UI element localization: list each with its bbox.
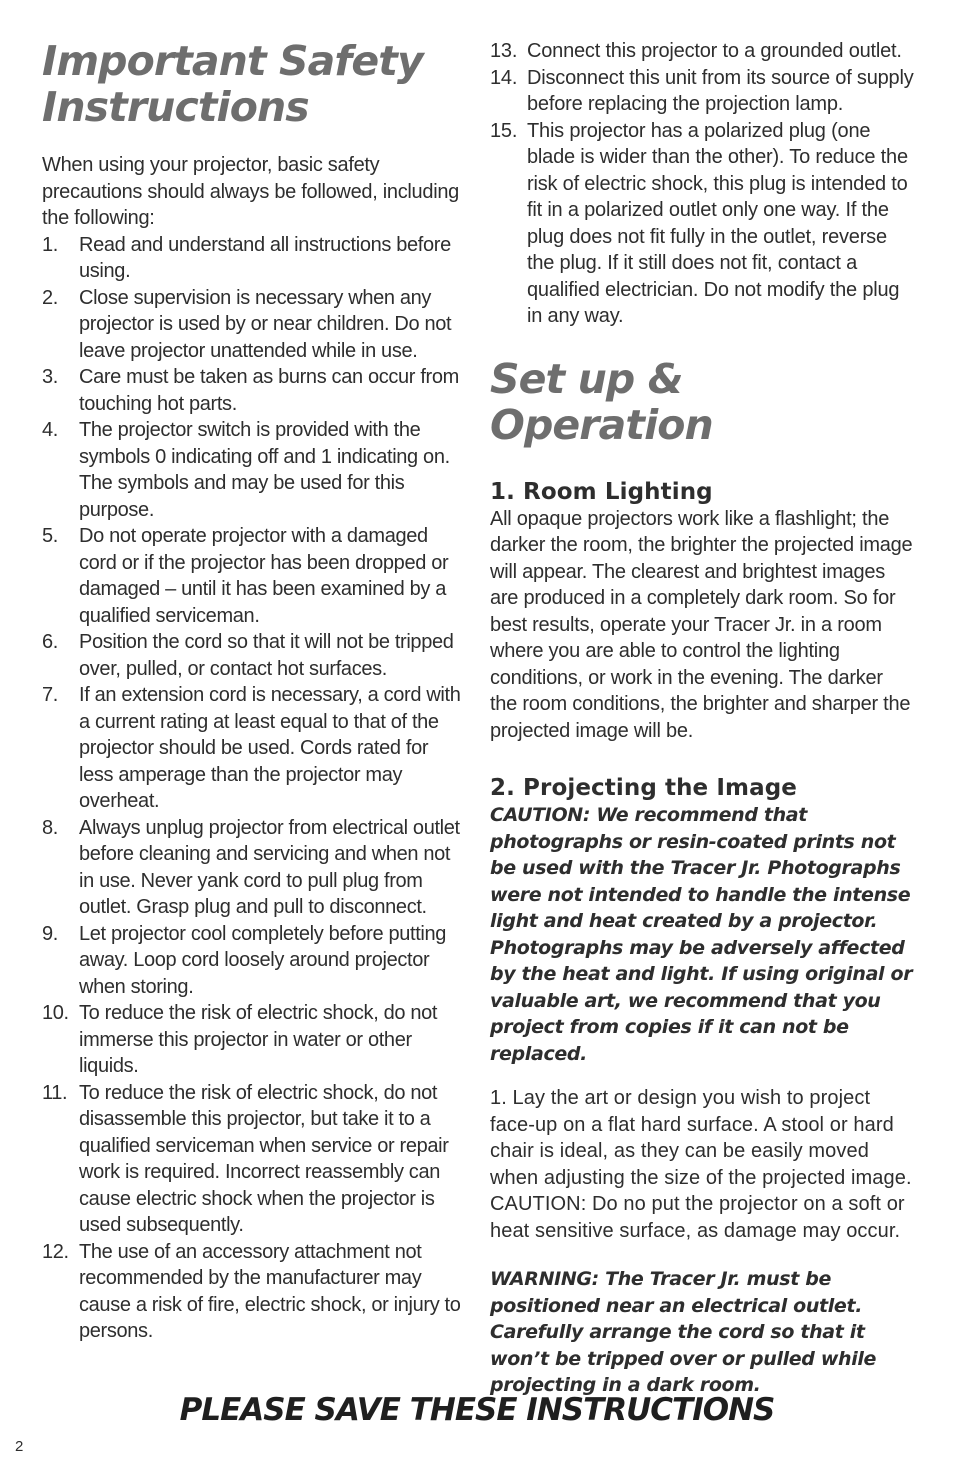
item-text: Connect this projector to a grounded outlet. bbox=[527, 40, 902, 62]
safety-item bbox=[42, 921, 467, 1001]
item-text: To reduce the risk of electric shock, do not disassemble this projector, but take it to a qualified serviceman when service or repair work is required. Incorrect reassembly can cause electric shock when the projector is used subsequently. bbox=[79, 1081, 449, 1236]
safety-title-line2: Instructions bbox=[42, 83, 309, 131]
item-text: Care must be taken as burns can occur from touching hot parts. bbox=[79, 366, 459, 415]
item-number: 15. bbox=[490, 119, 518, 142]
safety-item bbox=[42, 1080, 467, 1239]
item-number: 3. bbox=[42, 366, 58, 388]
projecting-warning: WARNING: The Tracer Jr. must be positioned near an electrical outlet. Carefully arrange the cord so that it won’t be tripped over or pulled while projecting in a dark room. bbox=[490, 1268, 877, 1396]
item-number: 9. bbox=[42, 922, 58, 945]
projecting-step-1: 1. Lay the art or design you wish to project face-up on a flat hard surface. A stool or hard chair is ideal, as they can be easily moved when adjusting the size of the projected image. CAUTION: Do no put the projector on a soft or heat sensitive surface, as damage may occur. bbox=[490, 1087, 912, 1242]
item-text: To reduce the risk of electric shock, do not immerse this projector in water or other liquids. bbox=[79, 1002, 438, 1077]
safety-item bbox=[42, 815, 467, 921]
safety-list-right bbox=[490, 38, 915, 330]
page-number: 2 bbox=[15, 1438, 24, 1455]
item-number: 5. bbox=[42, 525, 58, 547]
safety-list-left bbox=[42, 232, 467, 1345]
safety-item bbox=[42, 629, 467, 682]
safety-item bbox=[42, 417, 467, 523]
right-column bbox=[490, 38, 915, 1399]
item-text: Read and understand all instructions before using. bbox=[79, 233, 451, 282]
item-text: If an extension cord is necessary, a cord with a current rating at least equal to that of the projector should be used. Cords rated for less amperage than the projector may overheat. bbox=[79, 684, 461, 812]
safety-title bbox=[42, 38, 467, 130]
setup-title: Set up & Operation bbox=[490, 354, 713, 449]
safety-item bbox=[42, 364, 467, 417]
item-text: Do not operate projector with a damaged cord or if the projector has been dropped or damaged – until it has been examined by a qualified serviceman. bbox=[79, 525, 449, 627]
item-text: The projector switch is provided with the symbols 0 indicating off and 1 indicating on. The symbols and may be used for this purpose. bbox=[79, 419, 450, 521]
safety-item bbox=[490, 65, 915, 118]
safety-intro: When using your projector, basic safety precautions should always be followed, including the following: bbox=[42, 154, 459, 229]
item-number: 10. bbox=[42, 1002, 69, 1024]
item-number: 4. bbox=[42, 419, 58, 441]
item-text: Let projector cool completely before putting away. Loop cord loosely around projector when storing. bbox=[79, 922, 447, 998]
item-text: Position the cord so that it will not be tripped over, pulled, or contact hot surfaces. bbox=[79, 631, 454, 680]
projecting-heading: 2. Projecting the Image bbox=[490, 775, 797, 801]
item-text: The use of an accessory attachment not recommended by the manufacturer may cause a risk of fire, electric shock, or injury to persons. bbox=[79, 1240, 461, 1342]
item-number: 2. bbox=[42, 286, 58, 309]
save-instructions-banner: PLEASE SAVE THESE INSTRUCTIONS bbox=[179, 1392, 775, 1428]
safety-item bbox=[42, 523, 467, 629]
item-text: Disconnect this unit from its source of supply before replacing the projection lamp. bbox=[527, 66, 914, 115]
room-lighting-body: All opaque projectors work like a flashlight; the darker the room, the brighter the projected image will appear. The clearest and brightest images are produced in a completely dark room. So for best results, operate your Tracer Jr. in a room where you are able to control the lighting conditions, or work in the evening. The darker the room conditions, the brighter and sharper the projected image will be. bbox=[490, 507, 913, 742]
projecting-caution: CAUTION: We recommend that photographs or resin-coated prints not be used with the Tracer Jr. Photographs were not intended to handle the intense light and heat created by a projector. Photographs may be adversely affected by the heat and light. If using original or valuable art, we recommend that you project from copies if it can not be replaced. bbox=[490, 804, 913, 1065]
safety-title-line1: Important Safety bbox=[42, 37, 423, 85]
safety-item bbox=[42, 1239, 467, 1345]
safety-item bbox=[42, 232, 467, 285]
item-text: Close supervision is necessary when any projector is used by or near children. Do not leave projector unattended while in use. bbox=[79, 286, 452, 362]
item-number: 11. bbox=[42, 1081, 68, 1104]
safety-item bbox=[42, 1000, 467, 1080]
item-number: 7. bbox=[42, 684, 58, 706]
item-number: 13. bbox=[490, 40, 518, 62]
safety-item bbox=[490, 118, 915, 330]
item-text: This projector has a polarized plug (one blade is wider than the other). To reduce the risk of electric shock, this plug is intended to fit in a polarized outlet only one way. If the plug does not fit fully in the outlet, reverse the plug. If it still does not fit, contact a qualified electrician. Do not modify the plug in any way. bbox=[527, 119, 908, 327]
safety-item bbox=[490, 38, 915, 65]
item-number: 1. bbox=[42, 233, 58, 256]
safety-item bbox=[42, 682, 467, 815]
safety-item bbox=[42, 285, 467, 365]
item-number: 12. bbox=[42, 1240, 69, 1263]
item-number: 14. bbox=[490, 66, 518, 89]
item-number: 6. bbox=[42, 631, 58, 653]
item-text: Always unplug projector from electrical outlet before cleaning and servicing and when not in use. Never yank cord to pull plug from outlet. Grasp plug and pull to disconnect. bbox=[79, 816, 460, 918]
room-lighting-heading: 1. Room Lighting bbox=[490, 478, 713, 505]
item-number: 8. bbox=[42, 816, 58, 839]
left-column bbox=[42, 38, 467, 1345]
